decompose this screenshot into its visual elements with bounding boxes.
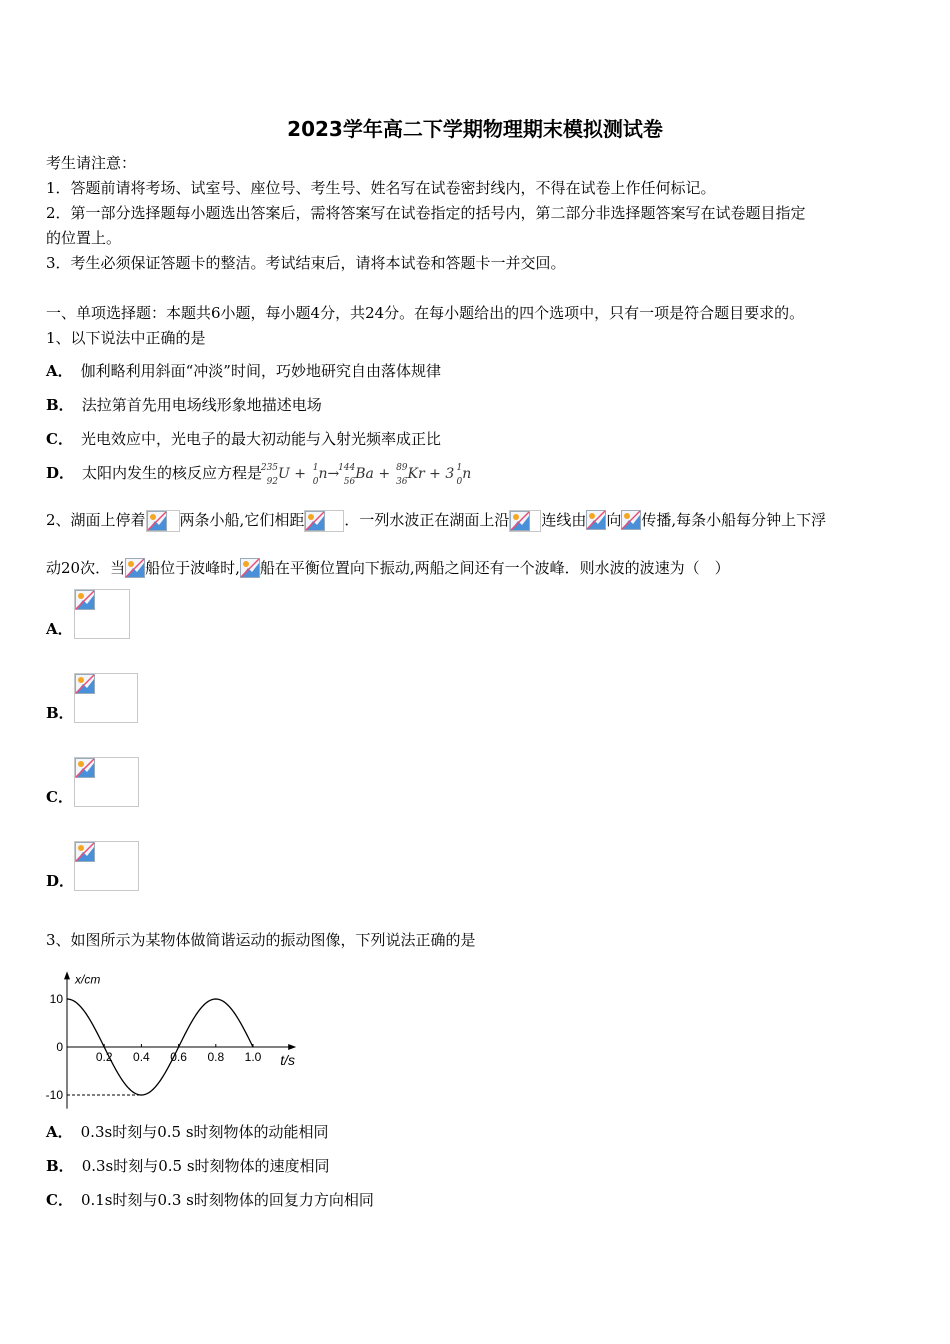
- y-axis-label: x/cm: [75, 972, 101, 987]
- image-placeholder-icon: [509, 510, 541, 532]
- q1-stem: 1、以下说法中正确的是: [46, 329, 206, 347]
- x-tick-label: 0.6: [170, 1050, 187, 1064]
- q1-option-d[interactable]: D． 太阳内发生的核反应方程是 235 92 U + 1 0 n→ 144 56 Ba + 89 36 Kr + 3 1 0 n: [46, 463, 472, 487]
- x-axis-arrow: [288, 1044, 296, 1050]
- y-axis-arrow: [64, 971, 70, 979]
- notice-heading: 考生请注意：: [46, 154, 137, 172]
- y-tick-label: 0: [56, 1040, 63, 1054]
- image-placeholder-icon: [586, 510, 606, 532]
- data-point: [215, 998, 216, 999]
- data-point: [197, 1012, 198, 1013]
- q3-option-a[interactable]: A． 0.3s时刻与0.5 s时刻物体的动能相同: [46, 1123, 329, 1141]
- x-tick-label: 1.0: [244, 1050, 262, 1064]
- image-placeholder-icon: [304, 510, 344, 532]
- q1-option-a[interactable]: A． 伽利略利用斜面“冲淡”时间，巧妙地研究自由落体规律: [46, 362, 441, 380]
- data-point: [66, 998, 67, 999]
- q3-stem: 3、如图所示为某物体做简谐运动的振动图像，下列说法正确的是: [46, 931, 476, 949]
- image-placeholder-icon: [240, 558, 260, 580]
- image-placeholder-icon: [621, 510, 641, 532]
- q2-option-b[interactable]: B．: [46, 704, 74, 722]
- q3-option-b[interactable]: B． 0.3s时刻与0.5 s时刻物体的速度相同: [46, 1157, 330, 1175]
- shm-chart: [40, 952, 310, 1112]
- q3-option-c[interactable]: C． 0.1s时刻与0.3 s时刻物体的回复力方向相同: [46, 1191, 374, 1209]
- q2-option-a-image: [74, 589, 130, 639]
- data-point: [178, 1046, 179, 1047]
- x-tick-label: 0.2: [95, 1050, 113, 1064]
- data-point: [159, 1080, 160, 1081]
- x-axis-label: t/s: [280, 1052, 295, 1068]
- q2-line-2: 动20次．当 船位于波峰时, 船在平衡位置向下振动,两船之间还有一个波峰．则水波的波速为（ ）: [46, 557, 730, 580]
- notice-item-3: 3．考生必须保证答题卡的整洁。考试结束后，请将本试卷和答题卡一并交回。: [46, 254, 566, 272]
- q2-line-1: 2、湖面上停着 两条小船,它们相距 ．一列水波正在湖面上沿 连线由 向 传播,每条小船每分钟上下浮: [46, 509, 826, 532]
- nuclear-equation: 235 92 U + 1 0 n→ 144 56 Ba + 89 36 Kr + 3 1 0 n: [260, 463, 472, 487]
- q2-option-c[interactable]: C．: [46, 788, 73, 806]
- q2-option-c-image: [74, 757, 139, 807]
- notice-item-2-cont: 的位置上。: [46, 229, 122, 247]
- data-point: [234, 1012, 235, 1013]
- data-point: [85, 1012, 86, 1013]
- x-tick-label: 0.4: [133, 1050, 150, 1064]
- x-tick-label: 0.8: [207, 1050, 225, 1064]
- page-title: 2023学年高二下学期物理期末模拟测试卷: [287, 117, 663, 141]
- data-point: [141, 1094, 142, 1095]
- q1-option-c[interactable]: C． 光电效应中，光电子的最大初动能与入射光频率成正比: [46, 430, 441, 448]
- data-point: [252, 1046, 253, 1047]
- data-point: [104, 1046, 105, 1047]
- section-heading: 一、单项选择题：本题共6小题，每小题4分，共24分。在每小题给出的四个选项中，只有一项是符合题目要求的。: [46, 304, 805, 322]
- image-placeholder-icon: [146, 510, 180, 532]
- q2-option-d[interactable]: D．: [46, 872, 75, 890]
- q2-option-b-image: [74, 673, 138, 723]
- image-placeholder-icon: [125, 558, 145, 580]
- y-tick-label: -10: [45, 1088, 63, 1102]
- data-point: [122, 1080, 123, 1081]
- q2-option-d-image: [74, 841, 139, 891]
- y-tick-label: 10: [49, 992, 63, 1006]
- notice-item-1: 1．答题前请将考场、试室号、座位号、考生号、姓名写在试卷密封线内，不得在试卷上作任何标记。: [46, 179, 716, 197]
- q1-option-b[interactable]: B． 法拉第首先用电场线形象地描述电场: [46, 396, 322, 414]
- notice-item-2: 2．第一部分选择题每小题选出答案后，需将答案写在试卷指定的括号内，第二部分非选择题答案写在试卷题目指定: [46, 204, 806, 222]
- q2-option-a[interactable]: A．: [46, 620, 73, 638]
